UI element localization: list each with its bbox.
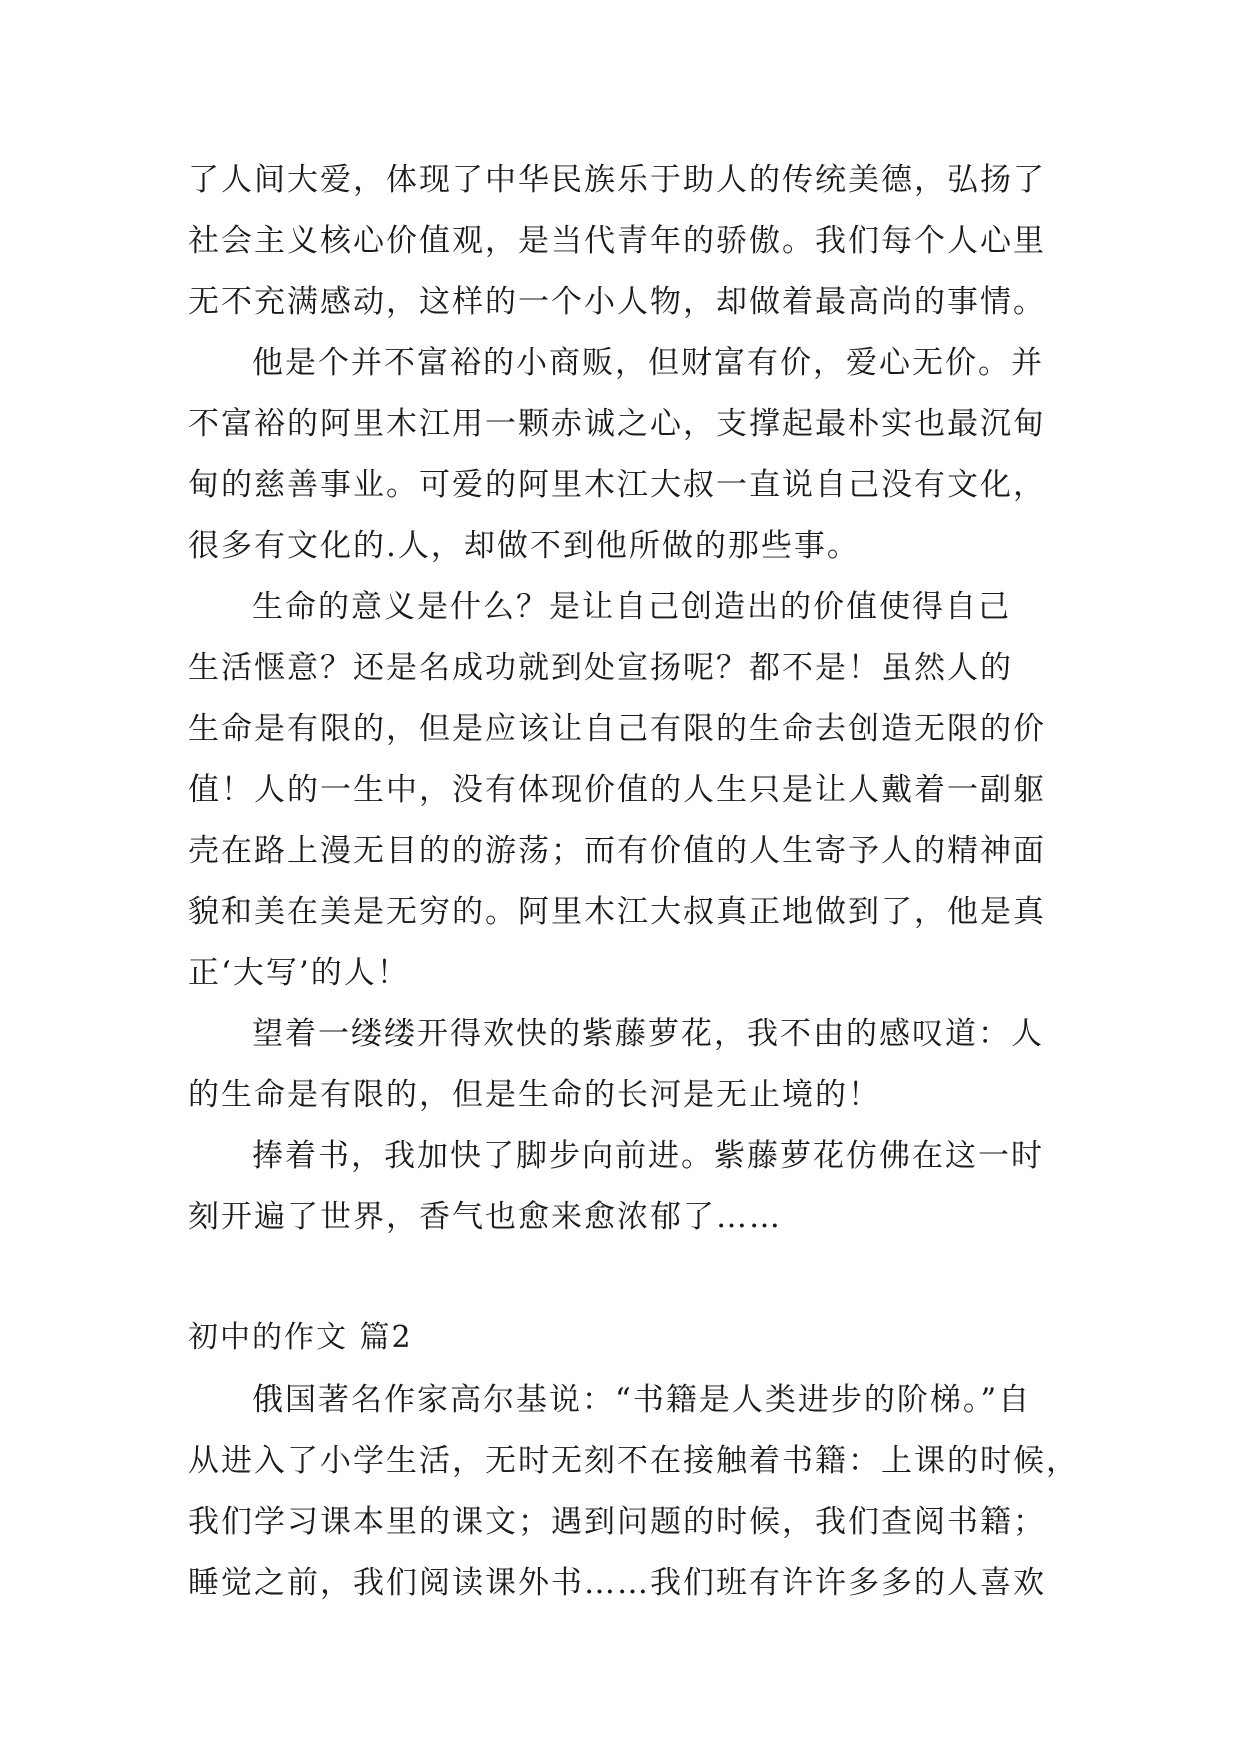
text-line: 望着一缕缕开得欢快的紫藤萝花，我不由的感叹道：人 (252, 1016, 1044, 1052)
text-line: 很多有文化的.人，却做不到他所做的那些事。 (188, 528, 860, 564)
paragraph-5 (188, 1126, 1068, 1248)
section-heading: 初中的作文 篇2 (188, 1320, 413, 1355)
text-line: 社会主义核心价值观，是当代青年的骄傲。我们每个人心里 (188, 223, 1046, 259)
text-line: 刻开遍了世界，香气也愈来愈浓郁了…… (188, 1199, 782, 1235)
text-line: 捧着书，我加快了脚步向前进。紫藤萝花仿佛在这一时 (252, 1138, 1044, 1174)
text-line: 不富裕的阿里木江用一颗赤诚之心，支撑起最朴实也最沉甸 (188, 406, 1046, 442)
text-line: 生命是有限的，但是应该让自己有限的生命去创造无限的价 (188, 711, 1046, 747)
text-line: 甸的慈善事业。可爱的阿里木江大叔一直说自己没有文化， (188, 467, 1046, 503)
paragraph-4 (188, 1004, 1068, 1126)
document-page (188, 150, 1079, 1614)
text-line: 生活惬意？还是名成功就到处宣扬呢？都不是！虽然人的 (188, 650, 1013, 686)
paragraph-2 (188, 333, 1068, 577)
text-line: 我们学习课本里的课文；遇到问题的时候，我们查阅书籍； (188, 1504, 1046, 1540)
text-line: 睡觉之前，我们阅读课外书……我们班有许许多多的人喜欢 (188, 1565, 1046, 1601)
text-line: 从进入了小学生活，无时无刻不在接触着书籍：上课的时候， (188, 1443, 1079, 1479)
text-line: 正‘大写’的人！ (188, 955, 410, 991)
text-line: 壳在路上漫无目的的游荡；而有价值的人生寄予人的精神面 (188, 833, 1046, 869)
text-line: 他是个并不富裕的小商贩，但财富有价，爱心无价。并 (252, 345, 1044, 381)
paragraph-3 (188, 577, 1068, 1004)
text-line: 俄国著名作家高尔基说：“书籍是人类进步的阶梯。”自 (252, 1382, 1032, 1418)
text-line: 的生命是有限的，但是生命的长河是无止境的！ (188, 1077, 881, 1113)
text-line: 值！人的一生中，没有体现价值的人生只是让人戴着一副躯 (188, 772, 1046, 808)
paragraph-6 (188, 1370, 1079, 1614)
text-line: 生命的意义是什么？是让自己创造出的价值使得自己 (252, 589, 1011, 625)
text-line: 貌和美在美是无穷的。阿里木江大叔真正地做到了，他是真 (188, 894, 1046, 930)
text-line: 无不充满感动，这样的一个小人物，却做着最高尚的事情。 (188, 284, 1046, 320)
paragraph-1 (188, 150, 1068, 333)
text-line: 了人间大爱，体现了中华民族乐于助人的传统美德，弘扬了 (188, 162, 1046, 198)
